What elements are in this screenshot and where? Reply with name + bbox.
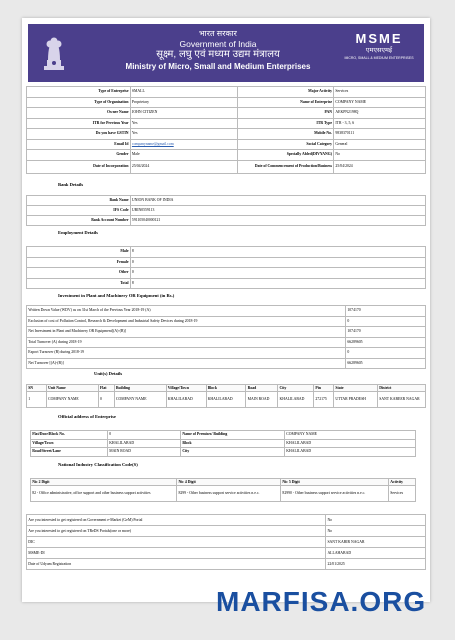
employment-row <box>27 268 426 279</box>
bank-row-label: Bank Name <box>27 196 131 206</box>
investment-row <box>27 348 426 359</box>
address-value: KHALILABAD <box>285 439 416 448</box>
profile-label: Type of Enterprise <box>27 87 131 98</box>
profile-value: No <box>334 150 426 161</box>
profile-label: Mobile No. <box>238 129 334 140</box>
nic-header: Nic 4 Digit <box>177 479 281 486</box>
profile-row <box>27 129 426 140</box>
address-value: 0 <box>108 431 181 440</box>
profile-value: Yes <box>130 129 238 140</box>
hindi-ministry: सूक्ष्म, लघु एवं मध्यम उद्यम मंत्रालय <box>156 49 280 60</box>
profile-value: Proprietary <box>130 97 238 108</box>
profile-value: SMALL <box>130 87 238 98</box>
employment-table <box>26 246 426 289</box>
units-header: Road <box>246 385 278 392</box>
investment-row <box>27 306 426 317</box>
profile-value: Yes <box>130 118 238 129</box>
investment-value: 66289605 <box>346 358 426 369</box>
bank-row-value: 591105040000121 <box>130 216 425 226</box>
profile-row <box>27 87 426 98</box>
units-cell: MAIN ROAD <box>246 391 278 407</box>
units-header: Building <box>114 385 166 392</box>
employment-row-value: 0 <box>130 268 425 279</box>
bank-section <box>26 195 426 226</box>
nic-cell: 82990 - Other business support service activities n.e.c. <box>281 485 389 501</box>
nic-cell: 8299 - Other business support service activities n.e.c. <box>177 485 281 501</box>
address-label: Flat/Door/Block No. <box>31 431 108 440</box>
msme-logo-text: MSME <box>355 31 403 46</box>
registration-label: Date of Udyam Registration <box>27 559 326 570</box>
units-cell: SANT KABEER NAGAR <box>378 391 426 407</box>
profile-value: AEKPN2198Q <box>334 108 426 119</box>
address-row <box>31 448 416 457</box>
units-cell: UTTAR PRADESH <box>334 391 378 407</box>
profile-row <box>27 108 426 119</box>
employment-row-value: 8 <box>130 278 425 289</box>
nic-cell: 82 - Office administrative, office support and other business support activities <box>31 485 177 501</box>
registration-value: ALLAHABAD <box>326 548 426 559</box>
registration-label: Are you interested to get registered on Government e-Market (GeM) Portal <box>27 515 326 526</box>
national-emblem-icon <box>38 30 70 74</box>
msme-logo-sub: MICRO, SMALL & MEDIUM ENTERPRISES <box>344 56 414 60</box>
investment-title: Investment in Plant and Machinery OR Equipment (in Rs.) <box>58 293 175 298</box>
investment-table <box>26 305 426 369</box>
profile-label: Date of Incorporation <box>27 160 131 173</box>
address-value: KHALILABAD <box>108 439 181 448</box>
profile-section <box>26 86 426 174</box>
profile-value: JOHN CITIZEN <box>130 108 238 119</box>
investment-row <box>27 337 426 348</box>
registration-interest-section <box>26 514 426 570</box>
units-header: Village/Town <box>166 385 206 392</box>
profile-row <box>27 118 426 129</box>
address-label: Village/Town <box>31 439 108 448</box>
profile-row <box>27 97 426 108</box>
employment-row-value: 0 <box>130 257 425 268</box>
english-country: Government of India <box>179 39 257 49</box>
employment-title: Employment Details <box>58 230 98 235</box>
registration-row <box>27 526 426 537</box>
investment-label: Total Turnover (A) during 2018-19 <box>27 337 346 348</box>
investment-label: Written Down Value (WDV) as on 31st March of the Previous Year 2018-19 (A) <box>27 306 346 317</box>
bank-row <box>27 216 426 226</box>
registration-value: 22/01/2025 <box>326 559 426 570</box>
nic-section <box>30 478 416 502</box>
nic-header: Activity <box>389 479 416 486</box>
address-label: Road/Street/Lane <box>31 448 108 457</box>
registration-value: No <box>326 526 426 537</box>
employment-row-value: 8 <box>130 247 425 258</box>
profile-table <box>26 86 426 174</box>
units-section <box>26 384 426 408</box>
units-table <box>26 384 426 408</box>
employment-row <box>27 278 426 289</box>
units-header: Unit Name <box>46 385 98 392</box>
units-cell: 0 <box>98 391 114 407</box>
employment-row-label: Male <box>27 247 131 258</box>
registration-label: MSME-DI <box>27 548 326 559</box>
watermark: MARFISA.ORG <box>216 586 427 617</box>
nic-header: Nic 2 Digit <box>31 479 177 486</box>
units-cell: 1 <box>27 391 47 407</box>
employment-section <box>26 246 426 289</box>
profile-label: ITR for Previous Year <box>27 118 131 129</box>
ministry-heading <box>88 29 348 73</box>
profile-label: Owner Name <box>27 108 131 119</box>
units-header: Pin <box>314 385 334 392</box>
registration-label: DIC <box>27 537 326 548</box>
units-header: Flat <box>98 385 114 392</box>
address-label: City <box>181 448 285 457</box>
employment-row <box>27 257 426 268</box>
units-header: SN <box>27 385 47 392</box>
employment-row-label: Total <box>27 278 131 289</box>
profile-row <box>27 150 426 161</box>
certificate-page <box>22 18 430 602</box>
units-cell: COMPANY NAME <box>46 391 98 407</box>
bank-row-label: IFS Code <box>27 206 131 216</box>
bank-row <box>27 196 426 206</box>
profile-value: ITR - 3, 5, 6 <box>334 118 426 129</box>
units-header: District <box>378 385 426 392</box>
profile-label: Name of Enterprise <box>238 97 334 108</box>
registration-row <box>27 548 426 559</box>
profile-label: Date of Commencement of Production/Business <box>238 160 334 173</box>
profile-label: Gender <box>27 150 131 161</box>
units-header: City <box>278 385 314 392</box>
investment-section <box>26 305 426 369</box>
profile-label: PAN <box>238 108 334 119</box>
investment-row <box>27 358 426 369</box>
units-header: Block <box>206 385 246 392</box>
profile-value: 9838370111 <box>334 129 426 140</box>
investment-label: Export Turnover (B) during 2018-19 <box>27 348 346 359</box>
bank-row <box>27 206 426 216</box>
profile-value: COMPANY NAME <box>334 97 426 108</box>
units-row <box>27 391 426 407</box>
profile-label: Major Activity <box>238 87 334 98</box>
profile-value: General <box>334 139 426 150</box>
profile-label: Social Category <box>238 139 334 150</box>
registration-row <box>27 559 426 570</box>
nic-header: Nic 5 Digit <box>281 479 389 486</box>
profile-value: 25/04/2024 <box>334 160 426 173</box>
investment-value: 0 <box>346 316 426 327</box>
nic-table <box>30 478 416 502</box>
nic-cell: Services <box>389 485 416 501</box>
profile-label: Type of Organisation <box>27 97 131 108</box>
registration-value: SANT KABIR NAGAR <box>326 537 426 548</box>
profile-label: Email Id <box>27 139 131 150</box>
address-value: MAIN ROAD <box>108 448 181 457</box>
profile-row <box>27 139 426 150</box>
msme-logo <box>344 32 414 61</box>
employment-row <box>27 247 426 258</box>
investment-value: 66289605 <box>346 337 426 348</box>
english-ministry: Ministry of Micro, Small and Medium Enterprises <box>125 62 311 71</box>
units-header: State <box>334 385 378 392</box>
investment-label: Net Turnover [(A)-(B)] <box>27 358 346 369</box>
investment-label: Net Investment in Plant and Machinery OR Equipment[(A)-(B)] <box>27 327 346 338</box>
employment-row-label: Female <box>27 257 131 268</box>
address-row <box>31 431 416 440</box>
bank-title: Bank Details <box>58 182 84 187</box>
employment-row-label: Other <box>27 268 131 279</box>
address-row <box>31 439 416 448</box>
nic-title: National Industry Classification Code(S) <box>58 462 138 467</box>
profile-value: Male <box>130 150 238 161</box>
profile-row <box>27 160 426 173</box>
address-value: KHALILABAD <box>285 448 416 457</box>
investment-value: 1074170 <box>346 327 426 338</box>
address-value: COMPANY NAME <box>285 431 416 440</box>
investment-value: 0 <box>346 348 426 359</box>
hindi-country: भारत सरकार <box>199 29 237 38</box>
nic-row <box>31 485 416 501</box>
official-address-section <box>30 430 416 457</box>
investment-row <box>27 316 426 327</box>
registration-label: Are you interested to get registered on TReDS Portals(one or more) <box>27 526 326 537</box>
profile-value: Services <box>334 87 426 98</box>
registration-row <box>27 537 426 548</box>
units-cell: KHALILABAD <box>206 391 246 407</box>
profile-label: ITR Type <box>238 118 334 129</box>
official-address-title: Official address of Enterprise <box>58 414 116 419</box>
units-cell: KHALILABAD <box>278 391 314 407</box>
registration-interest-table <box>26 514 426 570</box>
investment-value: 1074170 <box>346 306 426 317</box>
investment-label: Exclusion of cost of Pollution Control, Research & Development and Industrial Safety Devices during 2018-19 <box>27 316 346 327</box>
email-link[interactable]: companyname@gmail.com <box>130 139 238 150</box>
units-cell: 272175 <box>314 391 334 407</box>
official-address-table <box>30 430 416 457</box>
units-title: Unit(s) Details <box>94 371 123 376</box>
bank-row-value: UNION BANK OF INDIA <box>130 196 425 206</box>
address-label: Block <box>181 439 285 448</box>
profile-value: 25/04/2024 <box>130 160 238 173</box>
msme-logo-hindi: एमएसएमई <box>365 47 393 54</box>
registration-row <box>27 515 426 526</box>
investment-row <box>27 327 426 338</box>
bank-row-label: Bank Account Number <box>27 216 131 226</box>
units-cell: COMPANY NAME <box>114 391 166 407</box>
registration-value: No <box>326 515 426 526</box>
bank-table <box>26 195 426 226</box>
profile-label: Specially Abled(DIVYANG) <box>238 150 334 161</box>
address-label: Name of Premises/ Building <box>181 431 285 440</box>
bank-row-value: UBIN0559113 <box>130 206 425 216</box>
units-cell: KHALILABAD <box>166 391 206 407</box>
header-banner <box>28 24 424 82</box>
profile-label: Do you have GSTIN <box>27 129 131 140</box>
